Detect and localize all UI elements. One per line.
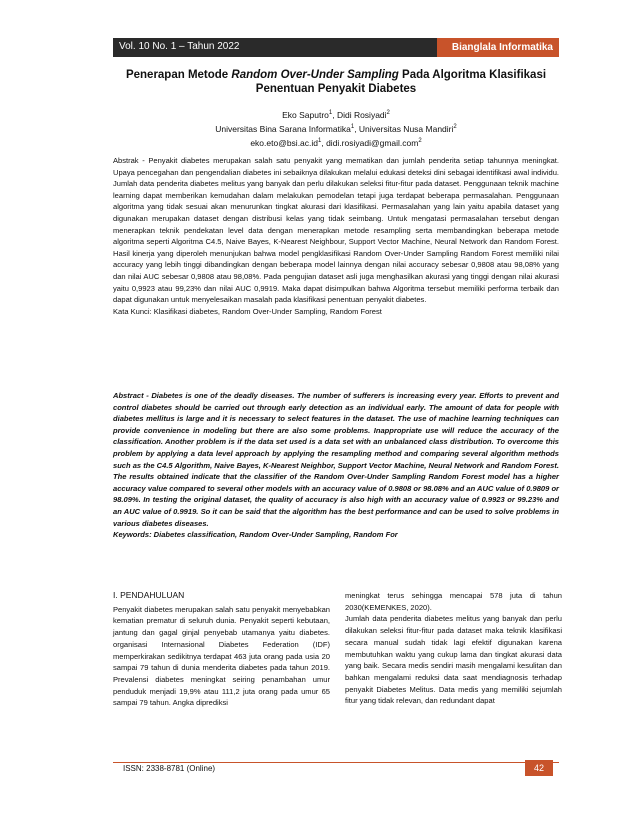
body-column-right (345, 590, 562, 707)
emails (113, 135, 559, 149)
footer-issn: ISSN: 2338-8781 (Online) (123, 764, 216, 773)
affiliations (113, 121, 559, 135)
right-column-paragraph-2: Jumlah data penderita diabetes melitus yang banyak dan perlu dilakukan seleksi fitur-fitur pada dataset maka teknik klasifikasi secara manual sudah tidak lagi efektif digunakan karena membutuhkan waktu yang cukup lama dan tingkat akurasi data yang baik. Secara medis sendiri masih mengalami kesulitan dan bahkan mengalami reduksi data saat mendiagnosis terhadap penyakit Diabetes Melitus. Data medis yang memiliki sejumlah fitur yang tidak relevan, dan redundant dapat (345, 614, 562, 706)
author-names (113, 107, 559, 121)
affiliation-1: Universitas Bina Sarana Informatika (215, 123, 351, 134)
title-line2: Penentuan Penyakit Diabetes (255, 83, 417, 95)
volume-label: Vol. 10 No. 1 – Tahun 2022 (119, 41, 240, 52)
abstract-en-body: Abstract - Diabetes is one of the deadly diseases. The number of sufferers is increasing every year. Efforts to prevent and control diabetes should be carried out through early detection as an individual early. The amount of data for people with diabetes mellitus is large and it is necessary to select features in the dataset. The use of machine learning techniques can provide convenience in modeling but there are also some problems. Inappropriate use will reduce the accuracy of the classification. Another problem is if the data set used is a data set with an unbalanced class distribution. To overcome this problem by applying a data level approach by applying the resampling method and comparing several algorithm methods such as the C4.5 Algorithm, Naive Bayes, K-Nearest Neighbor, Support Vector Machine, Neural Network and Random Forest. The results obtained indicate that the classifier of the Random Over-Under Sampling Random Forest model has a higher accuracy value compared to several other models with an accuracy value of 0.9808 or 98.08% and an AUC value of 0.9809 or 98.09%. In testing the original dataset, the quality of accuracy is also high with an accuracy value of 0.9923 or 99.23% and an AUC value of 0.9919. So it can be said that the algorithm has the best performance and can be used to solve problems in various diabetes diseases. (113, 391, 559, 528)
title-part1: Penerapan Metode (125, 69, 232, 81)
journal-header-bar (113, 38, 559, 57)
paper-title (113, 68, 559, 96)
author-1: Eko Saputro (282, 109, 329, 120)
title-italic: Random Over-Under Sampling (231, 69, 399, 81)
email-2-sup: 2 (418, 137, 422, 144)
affiliation-1-sup: 1 (350, 123, 355, 130)
left-column-paragraph: Penyakit diabetes merupakan salah satu penyakit menyebabkan kematian prematur di seluruh dunia. Penyakit seperti kebutaan, jantung dan gagal ginjal penyebab utamanya yaitu diabetes. organisasi Internasional Diabetes Federation (IDF) memperkirakan sedikitnya terdapat 463 juta orang pada usia 20 sampai 79 tahun di dunia menderita diabetes pada tahun 2019. Prevalensi diabetes meningkat seiring penambahan umur penduduk menjadi 19,9% atau 111,2 juta orang pada umur 65 sampai 79 tahun. Angka diprediksi (113, 604, 330, 708)
email-2[interactable]: , didi.rosiyadi@gmail.com (321, 137, 419, 148)
author-2-sup: 2 (386, 110, 390, 116)
right-column-paragraph-1: meningkat terus sehingga mencapai 578 juta di tahun 2030(KEMENKES, 2020). (345, 591, 562, 612)
abstrak-section (113, 155, 559, 317)
affiliation-2: , Universitas Nusa Mandiri (354, 123, 454, 134)
journal-name: Bianglala Informatika (437, 38, 559, 57)
email-1[interactable]: eko.eto@bsi.ac.id (250, 137, 319, 148)
email-1-sup: 1 (318, 137, 322, 144)
abstract-en-section (113, 390, 559, 541)
authors-block (113, 107, 559, 148)
abstrak-body: Abstrak - Penyakit diabetes merupakan salah satu penyakit yang mematikan dan jumlah penderita setiap tahunnya meningkat. Upaya pencegahan dan pengendalian diabetes ini sebaiknya dilakukan melalui edukasi deteksi dini sebagai identifikasi awal individu. Jumlah data penderita diabetes melitus yang banyak dan perlu dilakukan seleksi fitur-fitur pada dataset. Penggunaan teknik machine learning dapat memberikan kemudahan dalam melakukan pemodelan tetapi juga terdapat beberapa permasalahan. Penggunaan algoritma yang tidak sesuai akan menurunkan tingkat akurasi dari klasifikasi. Permasalahan yang lain yaitu apabila dataset yang digunakan merupakan dataset dengan distribusi kelas yang tidak seimbang. Untuk mengatasi permasalahan tersebut dengan menerapkan teknik pendekatan level data dengan menerapkan metode resampling serta membandingkan beberapa metode algoritma seperti Algoritma C4.5, Naive Bayes, K-Nearest Neighbour, Support Vector Machine, Neural Network dan Random Forest. Hasil kinerja yang diperoleh menunjukan bahwa model pengklasifikasi Random Over-Under Sampling Random Forest memiliki nilai accuracy yang lebih tinggi dibandingkan dengan beberapa model lainnya dengan nilai accuracy sebesar 0,9808 atau 98,08% yang dan nilai AUC sebesar 0,9808 atau 98,08%. Pada pengujian dataset asli juga menghasilkan akurasi yang tinggi dengan nilai akurasi yaitu 0,9923 atau 99,23% dan nilai AUC 0,9919. Maka dapat disimpulkan bahwa Algoritma tersebut memiliki performa terbaik dan dapat digunakan untuk menyelesaikan masalah pada klasifikasi penentuan penyakit diabetes. (113, 156, 559, 305)
abstract-en-keywords: Keywords: Diabetes classification, Random Over-Under Sampling, Random For (113, 530, 398, 540)
author-2: , Didi Rosiyadi (332, 109, 387, 120)
page-number: 42 (525, 760, 553, 776)
author-1-sup: 1 (328, 110, 333, 116)
body-column-left (113, 590, 330, 709)
affiliation-2-sup: 2 (453, 123, 457, 130)
abstrak-keywords: Kata Kunci: Klasifikasi diabetes, Random Over-Under Sampling, Random Forest (113, 306, 382, 316)
footer-divider (113, 762, 559, 763)
section-heading-introduction: I. PENDAHULUAN (113, 590, 185, 600)
title-part2: Pada Algoritma Klasifikasi (398, 69, 547, 81)
